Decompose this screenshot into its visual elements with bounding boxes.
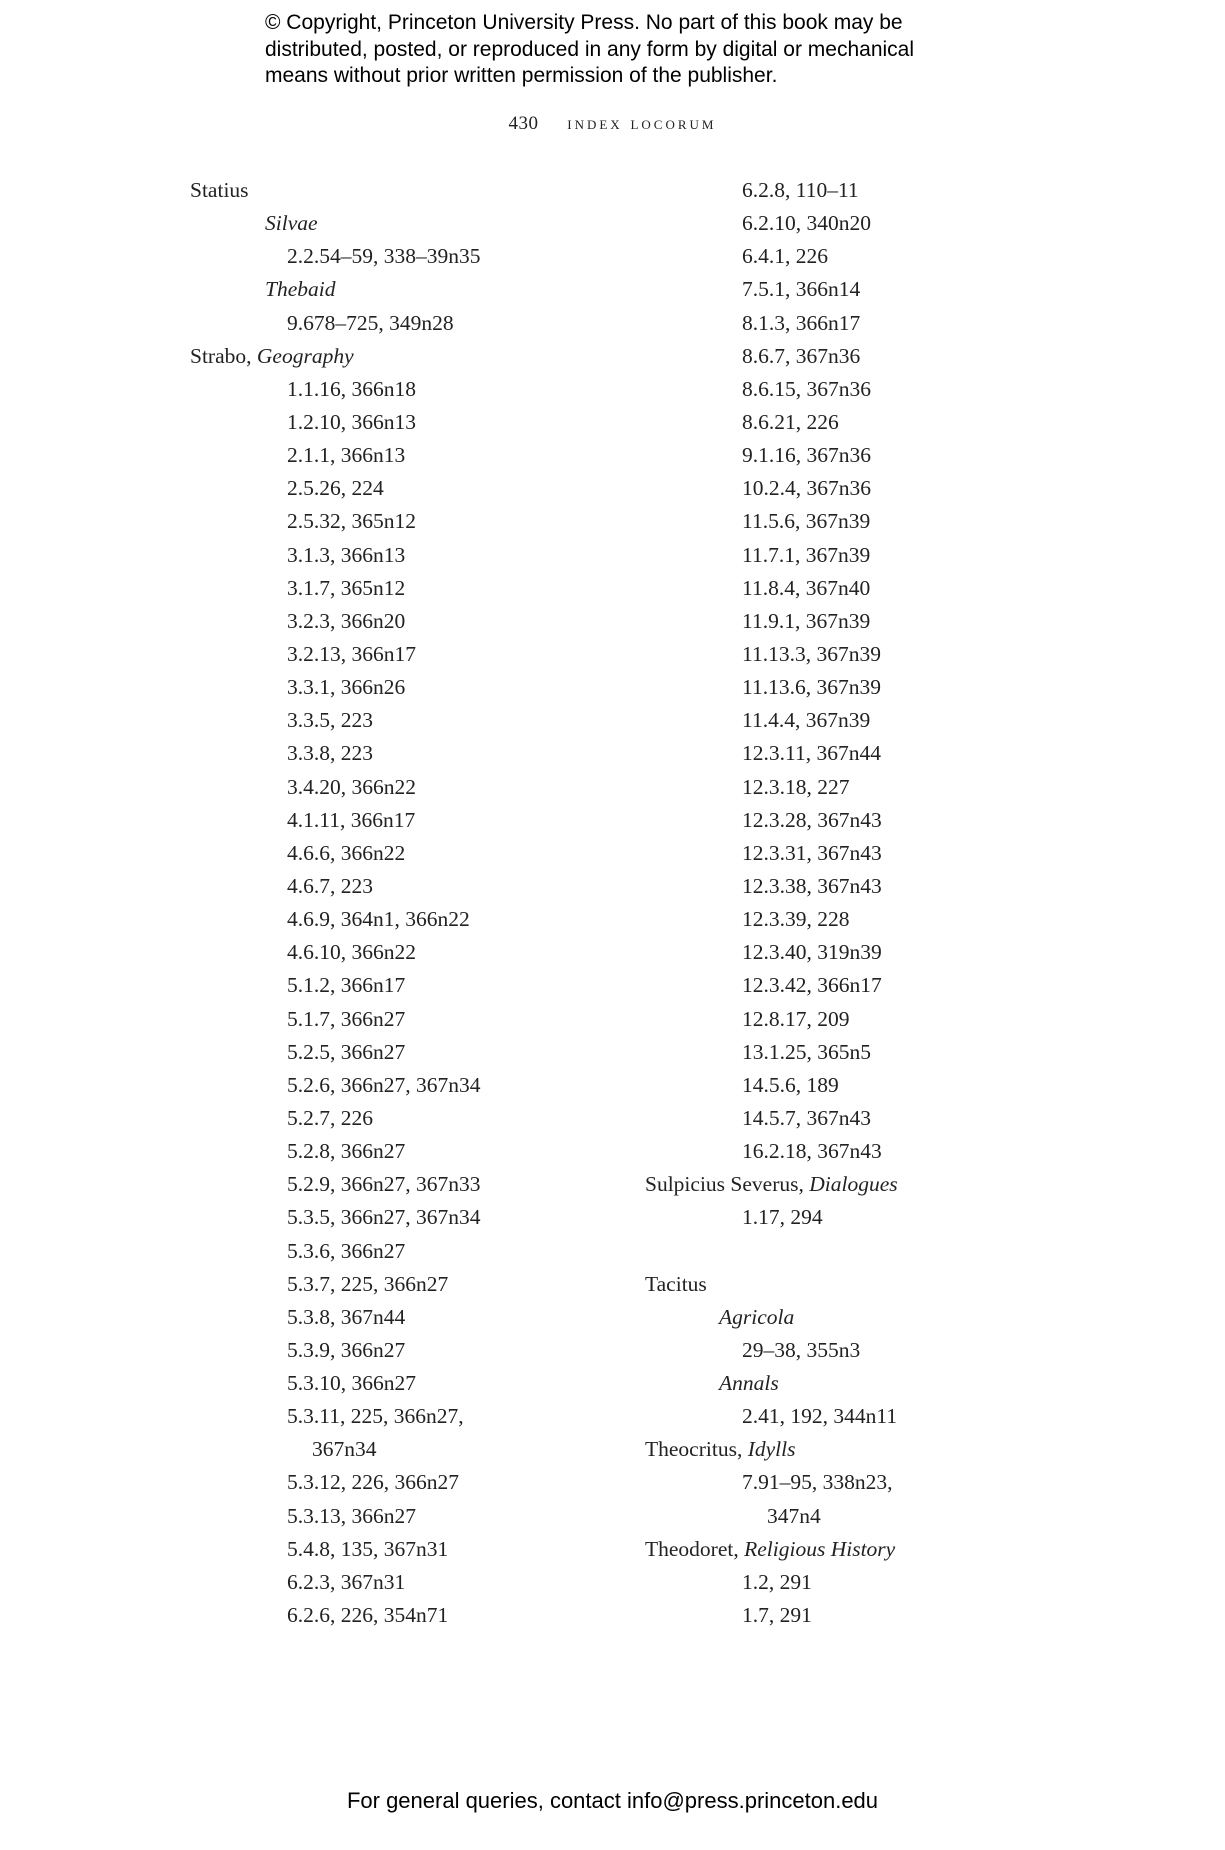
index-entry-text: 3.1.3, 366n13 — [287, 542, 406, 567]
index-entry-text: 1.2.10, 366n13 — [287, 409, 416, 434]
index-entry-text: 5.3.6, 366n27 — [287, 1238, 406, 1263]
index-entry-text: 3.3.5, 223 — [287, 708, 373, 733]
index-locus — [645, 936, 1125, 969]
page-number: 430 — [508, 113, 539, 134]
index-work-title: Dialogues — [809, 1172, 898, 1197]
index-entry-text: 7.91–95, 338n23, — [742, 1470, 893, 1495]
index-entry-text: 11.13.3, 367n39 — [742, 641, 881, 666]
index-entry-text: 2.41, 192, 344n11 — [742, 1404, 898, 1429]
index-entry-text: 3.2.3, 366n20 — [287, 608, 406, 633]
index-locus — [190, 936, 630, 969]
index-entry-text: 347n4 — [767, 1503, 821, 1528]
index-locus — [190, 1400, 630, 1433]
index-entry-text: 4.6.10, 366n22 — [287, 940, 416, 965]
index-author — [645, 1433, 1125, 1466]
index-locus — [645, 1036, 1125, 1069]
index-entry-text: 9.1.16, 367n36 — [742, 443, 871, 468]
index-author — [645, 1533, 1125, 1566]
index-entry-text: 11.5.6, 367n39 — [742, 509, 871, 534]
index-column-right — [645, 174, 1125, 1632]
index-locus — [645, 539, 1125, 572]
index-entry-text: 6.4.1, 226 — [742, 244, 828, 269]
index-locus — [190, 539, 630, 572]
index-entry-text: 5.1.7, 366n27 — [287, 1006, 406, 1031]
index-entry-text: 16.2.18, 367n43 — [742, 1139, 882, 1164]
index-entry-text: Strabo, — [190, 343, 257, 368]
index-work — [190, 273, 630, 306]
index-entry-text: 8.1.3, 366n17 — [742, 310, 861, 335]
index-entry-text: 12.3.39, 228 — [742, 907, 850, 932]
index-entry-text: 5.2.6, 366n27, 367n34 — [287, 1072, 481, 1097]
index-entry-text: 4.6.7, 223 — [287, 873, 373, 898]
index-spacer — [645, 1235, 1125, 1268]
index-entry-text: 4.1.11, 366n17 — [287, 807, 416, 832]
index-locus — [645, 373, 1125, 406]
index-work-title: Silvae — [265, 211, 318, 236]
index-entry-text: 5.3.13, 366n27 — [287, 1503, 416, 1528]
index-locus — [645, 240, 1125, 273]
index-entry-text: 4.6.6, 366n22 — [287, 840, 406, 865]
index-entry-text: 12.3.38, 367n43 — [742, 873, 882, 898]
index-entry-text: 5.3.10, 366n27 — [287, 1371, 416, 1396]
index-entry-text: 1.7, 291 — [742, 1603, 812, 1628]
index-locus — [190, 1533, 630, 1566]
index-locus — [645, 1069, 1125, 1102]
copyright-notice — [265, 10, 1025, 90]
index-locus — [645, 1201, 1125, 1234]
index-entry-text: 5.2.7, 226 — [287, 1105, 373, 1130]
index-work — [645, 1301, 1125, 1334]
index-locus — [645, 273, 1125, 306]
index-entry-text: 12.3.28, 367n43 — [742, 807, 882, 832]
index-entry-text: Sulpicius Severus, — [645, 1172, 810, 1197]
copyright-line: © Copyright, Princeton University Press. No part of this book may be — [265, 11, 903, 34]
index-entry-text: 3.4.20, 366n22 — [287, 774, 416, 799]
index-locus — [645, 505, 1125, 538]
index-entry-text: 2.1.1, 366n13 — [287, 443, 406, 468]
copyright-line: means without prior written permission of the publisher. — [265, 64, 778, 87]
index-locus — [190, 1566, 630, 1599]
index-entry-text: 12.3.40, 319n39 — [742, 940, 882, 965]
index-locus — [645, 340, 1125, 373]
index-entry-text: 11.9.1, 367n39 — [742, 608, 871, 633]
index-entry-text: 5.3.11, 225, 366n27, — [287, 1404, 464, 1429]
index-entry-text: 2.2.54–59, 338–39n35 — [287, 244, 481, 269]
index-locus — [190, 505, 630, 538]
index-locus — [190, 1168, 630, 1201]
index-locus — [645, 1400, 1125, 1433]
index-locus — [645, 472, 1125, 505]
index-entry-text: 5.3.5, 366n27, 367n34 — [287, 1205, 481, 1230]
index-locus — [190, 737, 630, 770]
index-locus — [645, 704, 1125, 737]
index-work-title: Idylls — [747, 1437, 796, 1462]
index-entry-text: 4.6.9, 364n1, 366n22 — [287, 907, 470, 932]
index-work-title: Thebaid — [265, 277, 336, 302]
index-work-title: Religious History — [744, 1536, 896, 1561]
index-entry-text: 11.13.6, 367n39 — [742, 675, 881, 700]
index-entry-text: 13.1.25, 365n5 — [742, 1039, 871, 1064]
index-entry-text: 11.7.1, 367n39 — [742, 542, 871, 567]
index-entry-text: 2.5.26, 224 — [287, 476, 384, 501]
index-entry-text: 9.678–725, 349n28 — [287, 310, 454, 335]
copyright-line: distributed, posted, or reproduced in any form by digital or mechanical — [265, 37, 915, 61]
index-entry-text: 12.3.31, 367n43 — [742, 840, 882, 865]
index-locus — [190, 307, 630, 340]
index-locus — [645, 439, 1125, 472]
index-locus — [190, 1069, 630, 1102]
index-locus — [190, 1201, 630, 1234]
index-locus — [190, 406, 630, 439]
index-author — [190, 174, 630, 207]
index-locus — [190, 1599, 630, 1632]
index-locus — [190, 439, 630, 472]
index-entry-text: 12.8.17, 209 — [742, 1006, 850, 1031]
index-entry-text: Theocritus, — [645, 1437, 748, 1462]
index-entry-text: 6.2.8, 110–11 — [742, 178, 859, 202]
index-entry-text: 1.1.16, 366n18 — [287, 376, 416, 401]
index-locus — [190, 1367, 630, 1400]
index-locus — [190, 870, 630, 903]
index-work-title: Agricola — [719, 1304, 795, 1329]
index-locus — [645, 1566, 1125, 1599]
index-entry-text: Theodoret, — [645, 1536, 745, 1561]
index-entry-text: 11.4.4, 367n39 — [742, 708, 871, 733]
index-locus-continuation — [645, 1500, 1125, 1533]
index-entry-text: 12.3.42, 366n17 — [742, 973, 882, 998]
index-locus — [190, 1466, 630, 1499]
index-author — [645, 1268, 1125, 1301]
index-locus — [645, 207, 1125, 240]
index-entry-text: Tacitus — [645, 1271, 707, 1296]
index-locus — [190, 837, 630, 870]
index-locus — [190, 240, 630, 273]
index-locus — [645, 174, 1125, 207]
index-locus — [190, 1268, 630, 1301]
index-entry-text: 7.5.1, 366n14 — [742, 277, 861, 302]
index-locus — [190, 1036, 630, 1069]
index-locus — [645, 737, 1125, 770]
index-entry-text: 5.3.8, 367n44 — [287, 1304, 406, 1329]
index-work-title: Annals — [719, 1371, 779, 1396]
index-entry-text: Statius — [190, 178, 249, 202]
index-column-left — [190, 174, 630, 1632]
index-work-title: Geography — [256, 343, 354, 368]
index-entry-text: 3.1.7, 365n12 — [287, 575, 406, 600]
index-entry-text: 8.6.15, 367n36 — [742, 376, 871, 401]
index-entry-text: 5.1.2, 366n17 — [287, 973, 406, 998]
index-locus — [190, 969, 630, 1002]
index-entry-text: 11.8.4, 367n40 — [742, 575, 871, 600]
index-entry-text: 8.6.21, 226 — [742, 409, 839, 434]
index-locus — [190, 638, 630, 671]
index-locus — [190, 1500, 630, 1533]
index-locus — [190, 771, 630, 804]
index-locus — [190, 605, 630, 638]
index-locus — [645, 837, 1125, 870]
page-title: index locorum — [567, 113, 717, 134]
index-work — [645, 1367, 1125, 1400]
index-entry-text: 367n34 — [312, 1437, 377, 1462]
footer-contact: For general queries, contact info@press.princeton.edu — [346, 1788, 879, 1813]
index-entry-text: 5.2.5, 366n27 — [287, 1039, 406, 1064]
index-entry-text: 1.2, 291 — [742, 1569, 812, 1594]
index-locus — [645, 903, 1125, 936]
index-locus — [645, 605, 1125, 638]
index-entry-text: 6.2.10, 340n20 — [742, 211, 871, 236]
index-entry-text: 5.4.8, 135, 367n31 — [287, 1536, 449, 1561]
index-locus — [190, 1135, 630, 1168]
index-entry-text: 6.2.6, 226, 354n71 — [287, 1603, 449, 1628]
index-locus — [645, 1599, 1125, 1632]
index-locus — [645, 1102, 1125, 1135]
index-entry-text: 3.3.8, 223 — [287, 741, 373, 766]
index-locus — [190, 671, 630, 704]
index-locus — [645, 1003, 1125, 1036]
running-head — [0, 113, 1225, 135]
index-locus — [190, 903, 630, 936]
index-locus — [645, 638, 1125, 671]
index-locus — [645, 406, 1125, 439]
index-locus — [190, 1334, 630, 1367]
index-entry-text: 5.3.12, 226, 366n27 — [287, 1470, 459, 1495]
index-entry-text: 3.2.13, 366n17 — [287, 641, 416, 666]
index-entry-text: 8.6.7, 367n36 — [742, 343, 861, 368]
index-entry-text: 5.2.8, 366n27 — [287, 1139, 406, 1164]
index-entry-text: 5.3.9, 366n27 — [287, 1337, 406, 1362]
index-locus — [645, 1334, 1125, 1367]
index-locus — [645, 870, 1125, 903]
index-entry-text: 10.2.4, 367n36 — [742, 476, 871, 501]
index-locus — [645, 771, 1125, 804]
index-entry-text: 14.5.6, 189 — [742, 1072, 839, 1097]
index-locus-continuation — [190, 1433, 630, 1466]
index-entry-text: 5.3.7, 225, 366n27 — [287, 1271, 449, 1296]
index-work — [190, 207, 630, 240]
index-author — [190, 340, 630, 373]
index-entry-text: 5.2.9, 366n27, 367n33 — [287, 1172, 481, 1197]
index-locus — [190, 804, 630, 837]
index-locus — [645, 804, 1125, 837]
index-locus — [190, 704, 630, 737]
index-author — [645, 1168, 1125, 1201]
index-locus — [645, 1466, 1125, 1499]
index-locus — [190, 1003, 630, 1036]
index-entry-text: 3.3.1, 366n26 — [287, 675, 406, 700]
index-entry-text: 12.3.18, 227 — [742, 774, 850, 799]
index-entry-text: 14.5.7, 367n43 — [742, 1105, 871, 1130]
index-entry-text: 6.2.3, 367n31 — [287, 1569, 406, 1594]
index-locus — [190, 472, 630, 505]
index-locus — [645, 572, 1125, 605]
index-locus — [645, 969, 1125, 1002]
index-locus — [190, 1102, 630, 1135]
index-locus — [645, 307, 1125, 340]
index-entry-text: 1.17, 294 — [742, 1205, 823, 1230]
index-entry-text: 29–38, 355n3 — [742, 1337, 861, 1362]
index-locus — [190, 1235, 630, 1268]
index-locus — [190, 1301, 630, 1334]
index-locus — [190, 572, 630, 605]
index-entry-text: 2.5.32, 365n12 — [287, 509, 416, 534]
index-locus — [645, 1135, 1125, 1168]
index-entry-text: 12.3.11, 367n44 — [742, 741, 881, 766]
index-locus — [190, 373, 630, 406]
index-locus — [645, 671, 1125, 704]
